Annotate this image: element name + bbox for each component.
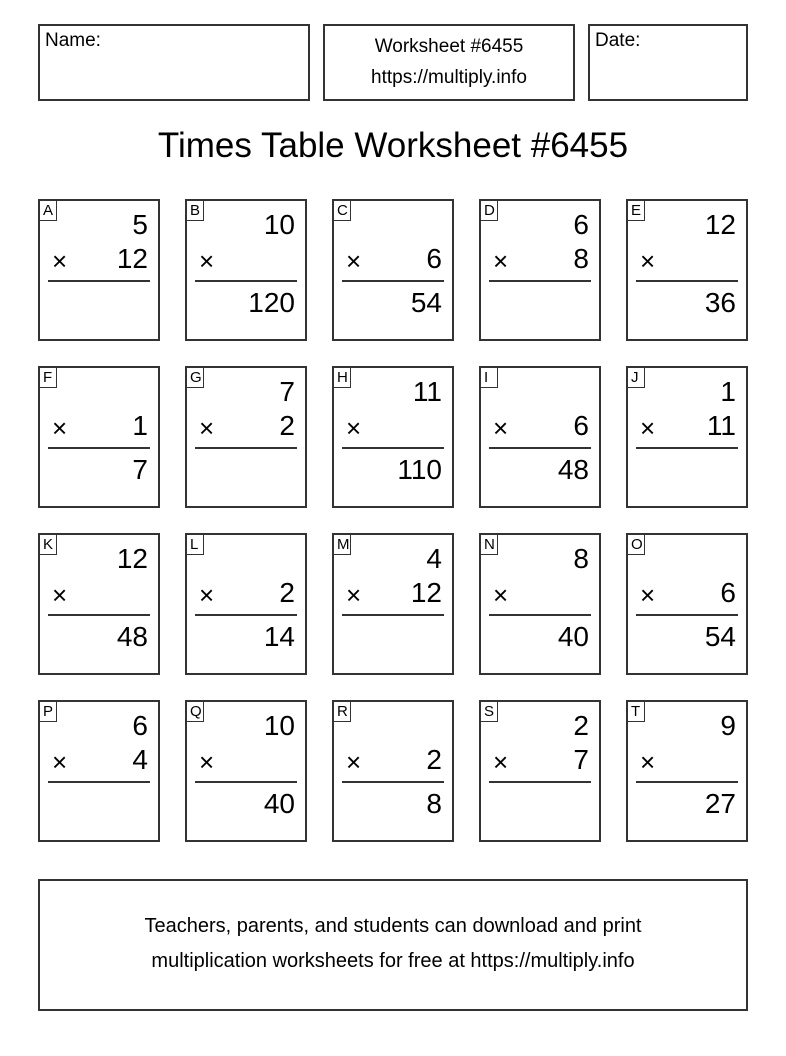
answer: 54 [704, 621, 736, 652]
times-symbol: × [493, 413, 509, 443]
top-number: 10 [263, 209, 295, 240]
problem-card[interactable] [332, 366, 454, 508]
top-number: 4 [426, 543, 442, 574]
problem-letter: N [481, 535, 498, 555]
bottom-number: 11 [706, 410, 736, 441]
answer: 27 [704, 788, 736, 819]
worksheet-url: https://multiply.info [371, 67, 527, 88]
problem-letter: Q [187, 702, 204, 722]
problem-letter: E [628, 201, 645, 221]
problem-letter: A [40, 201, 57, 221]
problem-card[interactable] [185, 199, 307, 341]
problem-letter: K [40, 535, 57, 555]
answer-rule [636, 781, 738, 783]
bottom-number: 4 [132, 744, 148, 775]
problem-grid [38, 199, 748, 842]
problem-card[interactable] [185, 366, 307, 508]
problem-letter: J [628, 368, 645, 388]
answer-rule [342, 280, 444, 282]
top-number: 8 [573, 543, 589, 574]
name-label: Name: [45, 30, 101, 51]
problem-letter: F [40, 368, 57, 388]
top-number: 5 [132, 209, 148, 240]
answer: 8 [426, 788, 442, 819]
times-symbol: × [199, 580, 215, 610]
worksheet-id-box [323, 24, 575, 101]
top-number: 12 [704, 209, 736, 240]
answer-rule [489, 447, 591, 449]
top-number: 9 [720, 710, 736, 741]
answer-rule [489, 280, 591, 282]
bottom-number: 2 [279, 577, 295, 608]
date-label: Date: [595, 30, 641, 51]
answer: 54 [410, 287, 442, 318]
problem-card[interactable] [626, 199, 748, 341]
problem-letter: I [481, 368, 498, 388]
problem-card[interactable] [479, 700, 601, 842]
top-number: 12 [116, 543, 148, 574]
problem-letter: S [481, 702, 498, 722]
top-number: 10 [263, 710, 295, 741]
answer-rule [195, 447, 297, 449]
answer: 120 [248, 287, 295, 318]
answer-rule [195, 781, 297, 783]
problem-card[interactable] [626, 533, 748, 675]
problem-card[interactable] [38, 533, 160, 675]
bottom-number: 1 [132, 410, 148, 441]
bottom-number: 12 [410, 577, 442, 608]
times-symbol: × [640, 580, 656, 610]
problem-letter: T [628, 702, 645, 722]
top-number: 2 [573, 710, 589, 741]
problem-letter: P [40, 702, 57, 722]
answer-rule [636, 614, 738, 616]
bottom-number: 12 [116, 243, 148, 274]
problem-card[interactable] [185, 533, 307, 675]
answer-rule [48, 614, 150, 616]
times-symbol: × [52, 580, 68, 610]
answer: 14 [263, 621, 295, 652]
problem-card[interactable] [332, 199, 454, 341]
answer-rule [195, 614, 297, 616]
times-symbol: × [52, 246, 68, 276]
times-symbol: × [346, 747, 362, 777]
answer-rule [342, 614, 444, 616]
times-symbol: × [493, 747, 509, 777]
problem-letter: B [187, 201, 204, 221]
bottom-number: 2 [426, 744, 442, 775]
problem-letter: C [334, 201, 351, 221]
times-symbol: × [52, 413, 68, 443]
footer-line-1: Teachers, parents, and students can download and print [144, 915, 642, 937]
problem-letter: D [481, 201, 498, 221]
problem-card[interactable] [185, 700, 307, 842]
times-symbol: × [640, 413, 656, 443]
answer-rule [48, 447, 150, 449]
problem-card[interactable] [332, 533, 454, 675]
problem-letter: M [334, 535, 351, 555]
bottom-number: 8 [573, 243, 589, 274]
times-symbol: × [493, 246, 509, 276]
problem-card[interactable] [479, 366, 601, 508]
times-symbol: × [199, 747, 215, 777]
times-symbol: × [640, 747, 656, 777]
problem-letter: O [628, 535, 645, 555]
times-symbol: × [346, 580, 362, 610]
answer: 40 [263, 788, 295, 819]
problem-letter: L [187, 535, 204, 555]
times-symbol: × [199, 413, 215, 443]
top-number: 1 [720, 376, 736, 407]
problem-card[interactable] [38, 366, 160, 508]
top-number: 11 [412, 376, 442, 407]
answer-rule [195, 280, 297, 282]
name-field-box[interactable] [38, 24, 310, 101]
problem-card[interactable] [332, 700, 454, 842]
bottom-number: 6 [426, 243, 442, 274]
problem-card[interactable] [479, 533, 601, 675]
answer-rule [342, 781, 444, 783]
bottom-number: 6 [720, 577, 736, 608]
answer-rule [342, 447, 444, 449]
top-number: 6 [573, 209, 589, 240]
answer-rule [489, 781, 591, 783]
answer: 7 [132, 454, 148, 485]
top-number: 7 [279, 376, 295, 407]
problem-letter: G [187, 368, 204, 388]
problem-card[interactable] [626, 366, 748, 508]
answer-rule [636, 447, 738, 449]
date-field-box[interactable] [588, 24, 748, 101]
footer-line-2: multiplication worksheets for free at https://multiply.info [151, 950, 635, 972]
problem-card[interactable] [38, 199, 160, 341]
answer-rule [636, 280, 738, 282]
problem-letter: R [334, 702, 351, 722]
answer: 48 [557, 454, 589, 485]
answer-rule [48, 280, 150, 282]
times-symbol: × [640, 246, 656, 276]
times-symbol: × [346, 246, 362, 276]
problem-card[interactable] [626, 700, 748, 842]
problem-letter: H [334, 368, 351, 388]
page-title: Times Table Worksheet #6455 [157, 126, 629, 165]
footer-box [38, 879, 748, 1011]
problem-card[interactable] [38, 700, 160, 842]
answer: 48 [116, 621, 148, 652]
times-symbol: × [52, 747, 68, 777]
worksheet-number: Worksheet #6455 [374, 36, 524, 57]
top-number: 6 [132, 710, 148, 741]
bottom-number: 2 [279, 410, 295, 441]
bottom-number: 7 [573, 744, 589, 775]
answer: 110 [397, 454, 442, 485]
answer-rule [48, 781, 150, 783]
times-symbol: × [346, 413, 362, 443]
times-symbol: × [199, 246, 215, 276]
answer: 40 [557, 621, 589, 652]
answer-rule [489, 614, 591, 616]
answer: 36 [704, 287, 736, 318]
bottom-number: 6 [573, 410, 589, 441]
times-symbol: × [493, 580, 509, 610]
problem-card[interactable] [479, 199, 601, 341]
